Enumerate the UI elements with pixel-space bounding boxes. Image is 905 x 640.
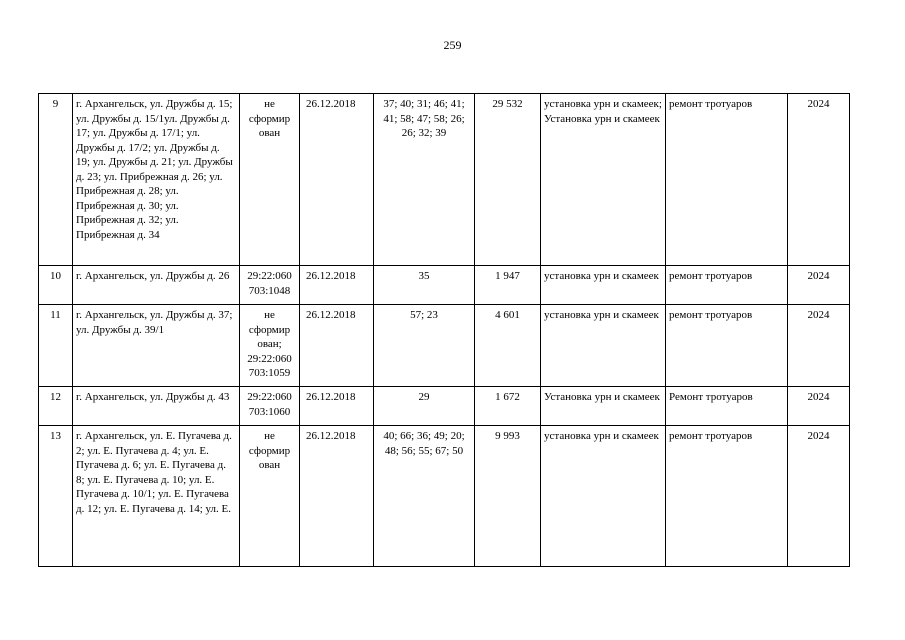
improvement-table xyxy=(38,93,850,567)
row-number: 10 xyxy=(39,266,73,305)
table-row xyxy=(39,94,850,266)
cadastral-cell: не сформир ован xyxy=(240,94,300,266)
repair-cell: ремонт тротуаров xyxy=(666,94,788,266)
works-cell: установка урн и скамеек xyxy=(541,305,666,387)
address-cell: г. Архангельск, ул. Дружбы д. 37; ул. Дружбы д. 39/1 xyxy=(73,305,240,387)
date-cell: 26.12.2018 xyxy=(300,305,374,387)
refs-cell: 29 xyxy=(374,387,475,426)
works-cell: установка урн и скамеек xyxy=(541,426,666,567)
cadastral-cell: не сформир ован; 29:22:060 703:1059 xyxy=(240,305,300,387)
year-cell: 2024 xyxy=(788,387,850,426)
year-cell: 2024 xyxy=(788,266,850,305)
refs-cell: 37; 40; 31; 46; 41; 41; 58; 47; 58; 26; 26; 32; 39 xyxy=(374,94,475,266)
address-cell: г. Архангельск, ул. Е. Пугачева д. 2; ул. Е. Пугачева д. 4; ул. Е. Пугачева д. 6; ул. Е. Пугачева д. 8; ул. Е. Пугачева д. 10; ул. Е. Пугачева д. 10/1; ул. Е. Пугачева д. 12; ул. Е. Пугачева д. 14; ул. Е. xyxy=(73,426,240,567)
works-cell: Установка урн и скамеек xyxy=(541,387,666,426)
date-cell: 26.12.2018 xyxy=(300,387,374,426)
works-cell: установка урн и скамеек; Установка урн и скамеек xyxy=(541,94,666,266)
table-row xyxy=(39,426,850,567)
table-row xyxy=(39,266,850,305)
date-cell: 26.12.2018 xyxy=(300,266,374,305)
table-row xyxy=(39,305,850,387)
year-cell: 2024 xyxy=(788,305,850,387)
area-cell: 29 532 xyxy=(475,94,541,266)
repair-cell: ремонт тротуаров xyxy=(666,305,788,387)
table-row xyxy=(39,387,850,426)
address-cell: г. Архангельск, ул. Дружбы д. 15; ул. Дружбы д. 15/1ул. Дружбы д. 17; ул. Дружбы д. 17/1; ул. Дружбы д. 17/2; ул. Дружбы д. 19; ул. Дружбы д. 21; ул. Дружбы д. 23; ул. Прибрежная д. 26; ул. Прибрежная д. 28; ул. Прибрежная д. 30; ул. Прибрежная д. 32; ул. Прибрежная д. 34 xyxy=(73,94,240,266)
row-number: 12 xyxy=(39,387,73,426)
repair-cell: ремонт тротуаров xyxy=(666,426,788,567)
address-cell: г. Архангельск, ул. Дружбы д. 43 xyxy=(73,387,240,426)
repair-cell: Ремонт тротуаров xyxy=(666,387,788,426)
refs-cell: 40; 66; 36; 49; 20; 48; 56; 55; 67; 50 xyxy=(374,426,475,567)
page-number: 259 xyxy=(443,38,462,52)
cadastral-cell: 29:22:060 703:1060 xyxy=(240,387,300,426)
row-number: 13 xyxy=(39,426,73,567)
date-cell: 26.12.2018 xyxy=(300,94,374,266)
area-cell: 9 993 xyxy=(475,426,541,567)
year-cell: 2024 xyxy=(788,94,850,266)
area-cell: 1 947 xyxy=(475,266,541,305)
works-cell: установка урн и скамеек xyxy=(541,266,666,305)
area-cell: 4 601 xyxy=(475,305,541,387)
date-cell: 26.12.2018 xyxy=(300,426,374,567)
year-cell: 2024 xyxy=(788,426,850,567)
repair-cell: ремонт тротуаров xyxy=(666,266,788,305)
row-number: 9 xyxy=(39,94,73,266)
cadastral-cell: не сформир ован xyxy=(240,426,300,567)
address-cell: г. Архангельск, ул. Дружбы д. 26 xyxy=(73,266,240,305)
refs-cell: 57; 23 xyxy=(374,305,475,387)
area-cell: 1 672 xyxy=(475,387,541,426)
cadastral-cell: 29:22:060 703:1048 xyxy=(240,266,300,305)
row-number: 11 xyxy=(39,305,73,387)
refs-cell: 35 xyxy=(374,266,475,305)
